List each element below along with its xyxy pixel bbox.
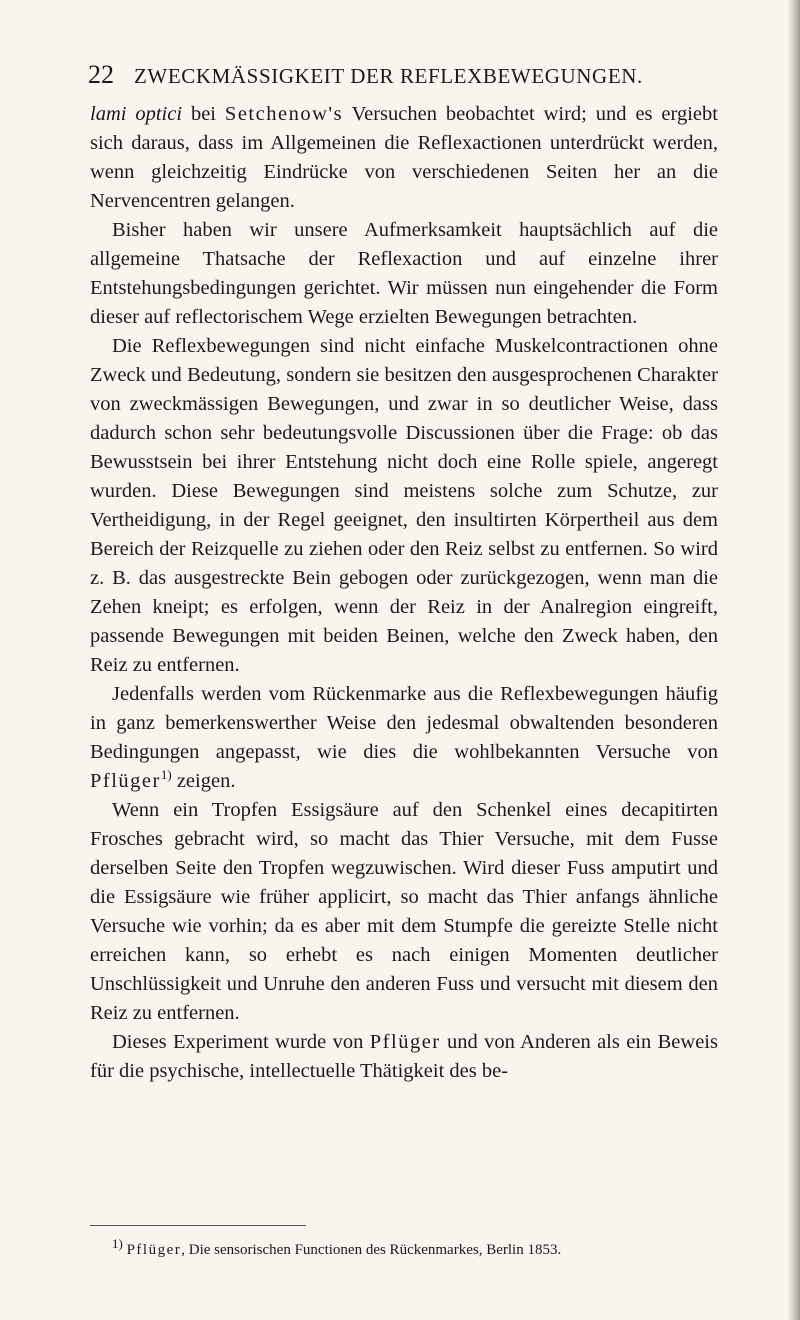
paragraph-5: Wenn ein Tropfen Essigsäure auf den Schenkel eines decapitirten Frosches gebracht wird, so macht das Thier Versuche, mit dem Fusse derselben Seite den Tropfen wegzuwischen. Wird dieser Fuss amputirt und die Essigsäure wie früher applicirt, so macht das Thier anfangs ähnliche Versuche wie vorhin; da es aber mit dem Stumpfe die gereizte Stelle nicht erreichen kann, so erhebt es nach einigen Momenten deutlicher Unschlüssigkeit und Unruhe den anderen Fuss und versucht mit diesem den Reiz zu entfernen. xyxy=(90,799,718,1024)
text-run: und von Anderen als ein Beweis für die psychische, intellectuelle Thätigkeit des be- xyxy=(90,1031,718,1082)
footnote-reference: 1) xyxy=(160,767,172,783)
footnote-marker: 1) xyxy=(112,1236,123,1251)
paragraph-6 xyxy=(90,1028,718,1086)
running-title: ZWECKMÄSSIGKEIT DER REFLEXBEWEGUNGEN. xyxy=(134,64,643,88)
paragraph-4 xyxy=(90,680,718,796)
text-run: Versuchen beobachtet wird; und es ergiebt sich daraus, dass im Allgemeinen die Reflexactionen unterdrückt werden, wenn gleichzeitig Eindrücke von verschiedenen Seiten her an die Nervencentren gelangen. xyxy=(90,103,718,212)
paragraph-3: Die Reflexbewegungen sind nicht einfache Muskelcontractionen ohne Zweck und Bedeutung, sondern sie besitzen den ausgesprochenen Charakter von zweckmässigen Bewegungen, und zwar in so deutlicher Weise, dass dadurch schon sehr bedeutungsvolle Discussionen über die Frage: ob das Bewusstsein bei ihrer Entstehung nicht doch eine Rolle spiele, angeregt wurden. Diese Bewegungen sind meistens solche zum Schutze, zur Vertheidigung, in der Regel geeignet, den insultirten Körpertheil aus dem Bereich der Reizquelle zu ziehen oder den Reiz selbst zu entfernen. So wird z. B. das ausgestreckte Bein gebogen oder zurückgezogen, wenn man die Zehen kneipt; es erfolgen, wenn der Reiz in der Analregion eingreift, passende Bewegungen mit beiden Beinen, welche den Zweck haben, den Reiz zu entfernen. xyxy=(90,335,718,676)
footnote-divider xyxy=(90,1225,306,1226)
author-name: Pflüger xyxy=(369,1031,441,1053)
author-name: Pflüger xyxy=(90,770,161,792)
footnote-indent xyxy=(90,1242,112,1258)
footnote-text: , Die sensorischen Functionen des Rückenmarkes, Berlin 1853. xyxy=(181,1242,562,1258)
paragraph-1 xyxy=(90,100,718,216)
page-edge-shadow xyxy=(788,0,800,1320)
page-number: 22 xyxy=(88,60,114,89)
paragraph-2: Bisher haben wir unsere Aufmerksamkeit hauptsächlich auf die allgemeine Thatsache der Reflexaction und auf einzelne ihrer Entstehungsbedingungen gerichtet. Wir müssen nun eingehender die Form dieser auf reflectorischem Wege erzielten Bewegungen betrachten. xyxy=(90,219,718,328)
text-run: bei xyxy=(182,103,225,125)
text-run: Dieses Experiment wurde von xyxy=(112,1031,370,1053)
running-header xyxy=(88,60,738,90)
footnote xyxy=(90,1236,718,1260)
text-run: zeigen. xyxy=(171,770,236,792)
footnote-author: Pflüger xyxy=(126,1242,182,1258)
author-name: Setchenow's xyxy=(224,103,344,125)
italic-term: lami optici xyxy=(90,103,183,125)
text-run: Jedenfalls werden vom Rückenmarke aus die Reflexbewegungen häufig in ganz bemerkenswerther Weise den jedesmal obwaltenden besonderen Bedingungen angepasst, wie dies die wohlbekannten Versuche von xyxy=(90,683,718,763)
body-text xyxy=(90,100,718,1086)
